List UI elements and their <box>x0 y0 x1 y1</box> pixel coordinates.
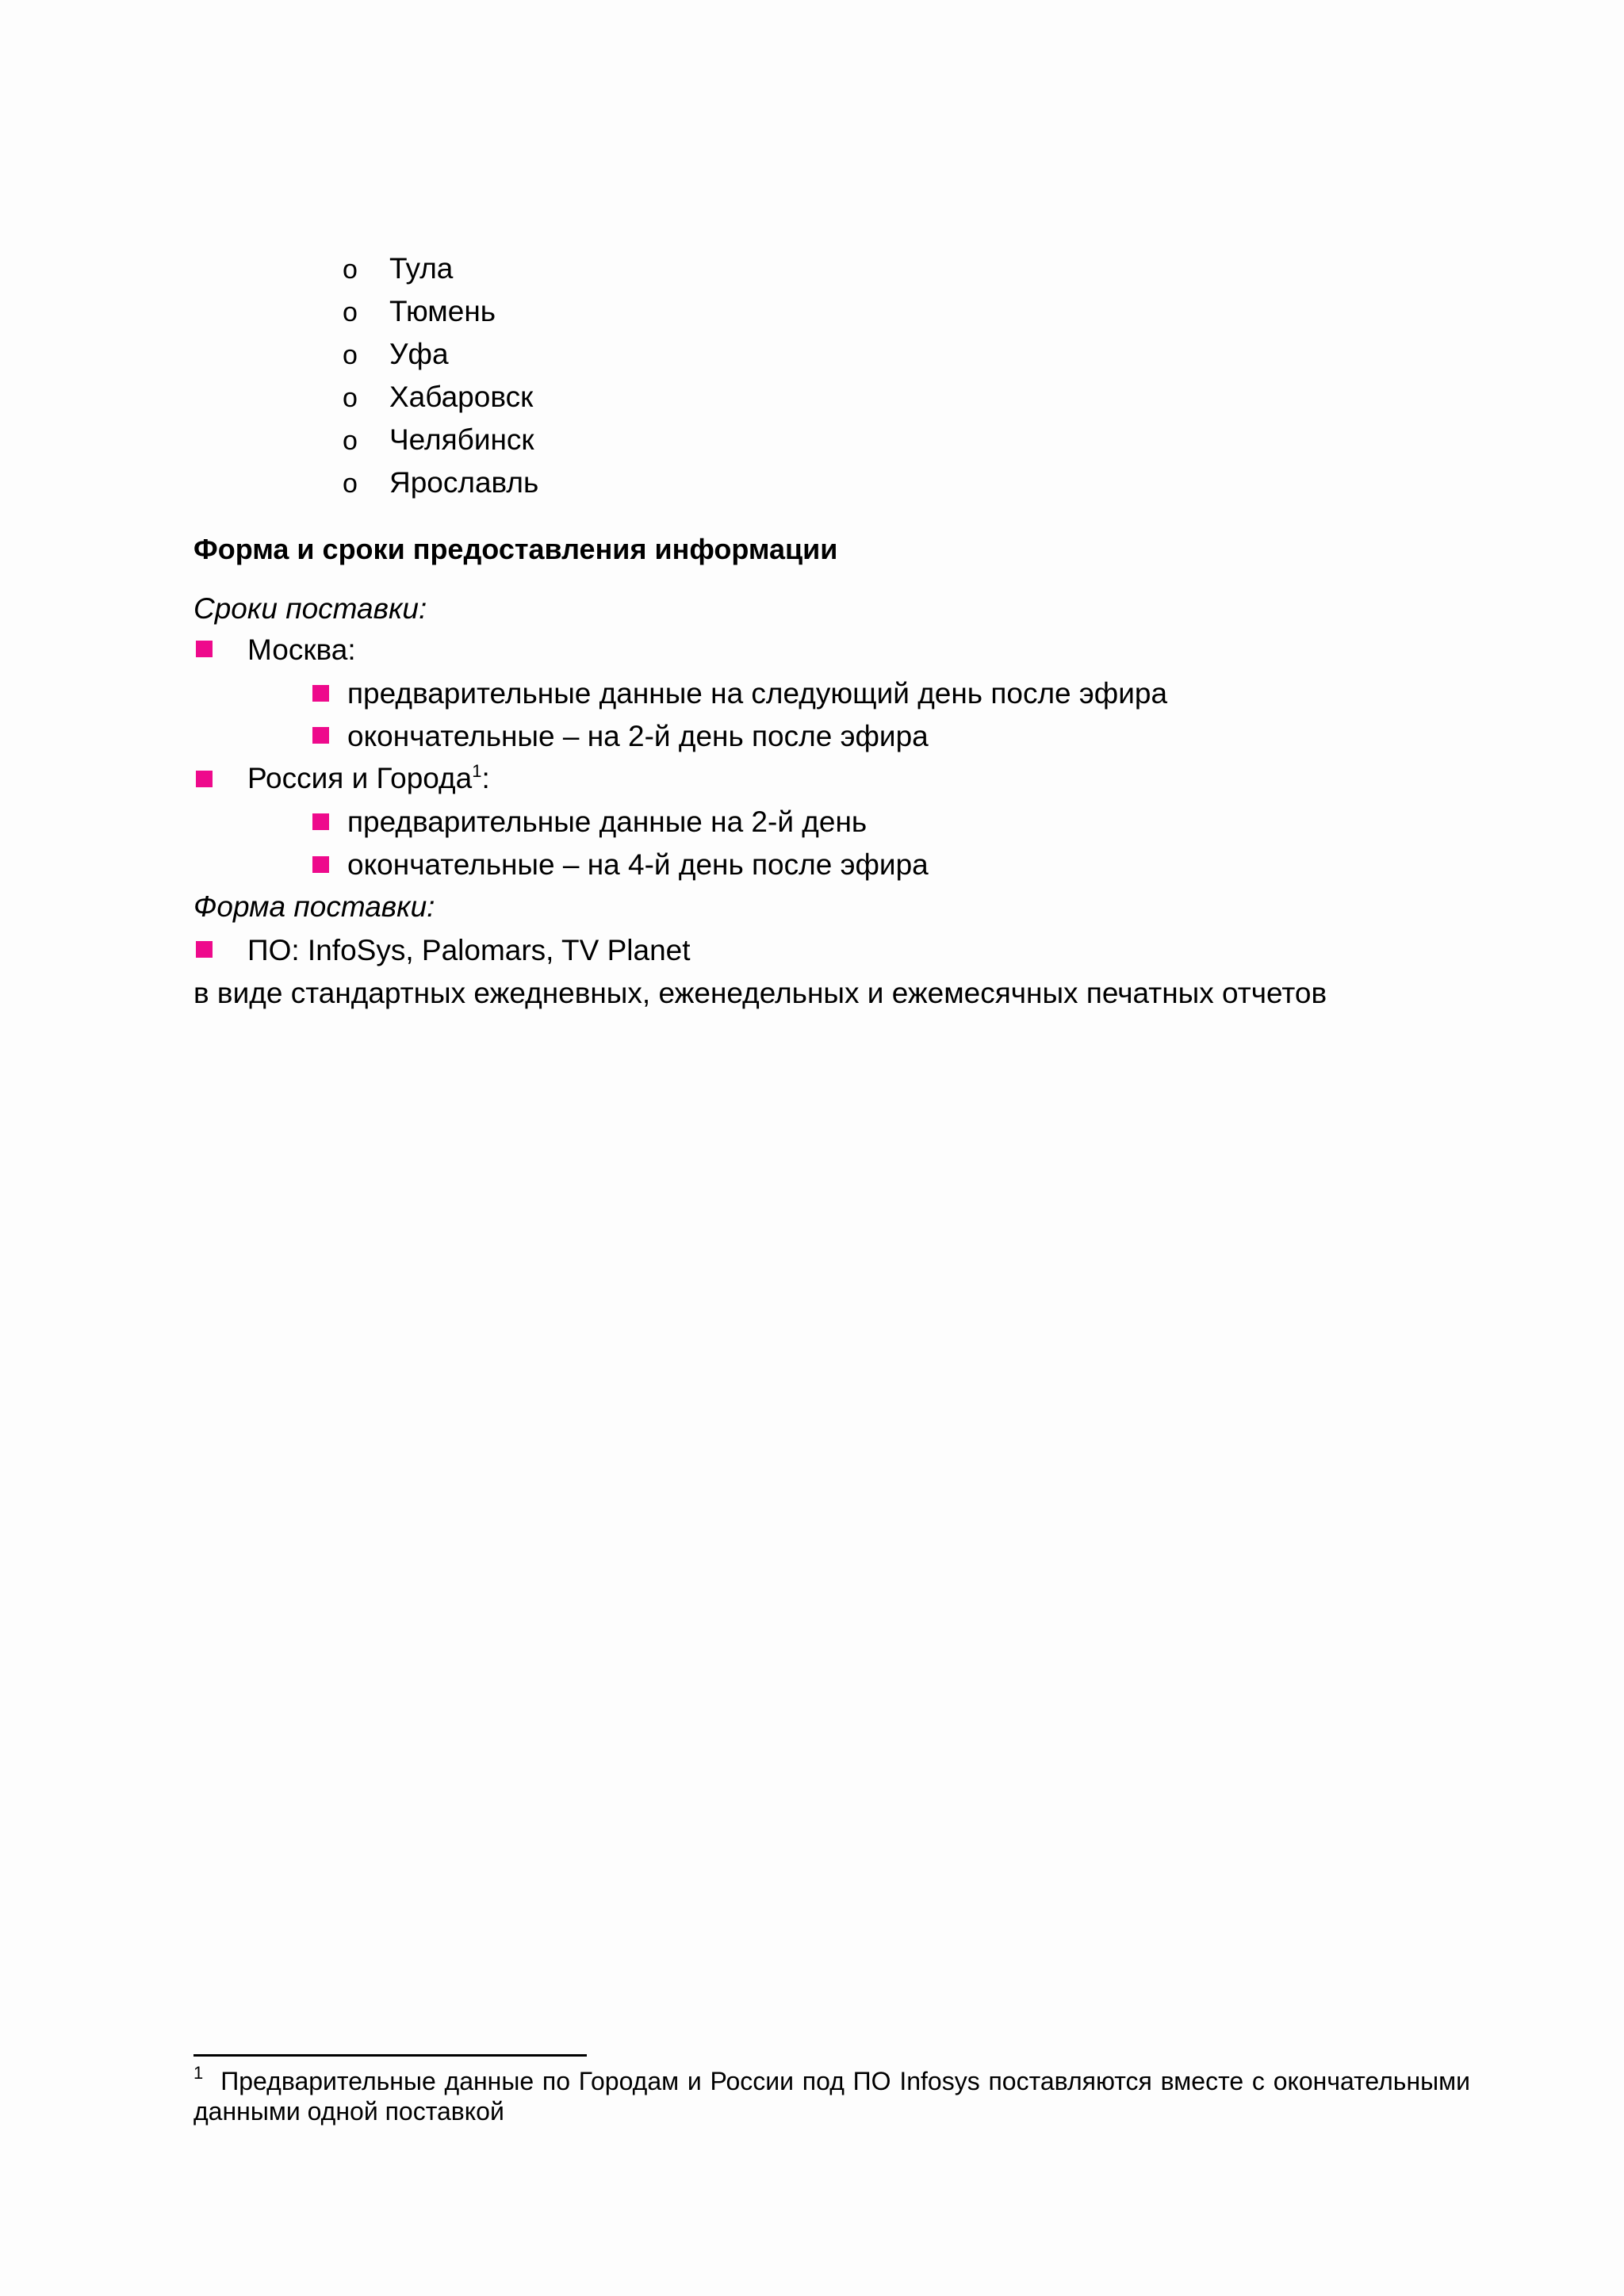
square-bullet-icon <box>312 727 329 744</box>
russia-label-text: Россия и Города <box>247 762 473 794</box>
city-name: Челябинск <box>389 423 534 456</box>
square-bullet-icon <box>312 685 329 702</box>
russia-item: окончательные – на 4-й день после эфира <box>347 848 929 881</box>
square-bullet-icon <box>196 771 213 787</box>
moscow-item: предварительные данные на следующий день после эфира <box>347 677 1168 710</box>
footnote-separator <box>193 2054 587 2057</box>
moscow-label: Москва: <box>247 633 356 666</box>
city-name: Ярославль <box>389 466 539 499</box>
city-name: Уфа <box>389 338 449 370</box>
circle-bullet-icon: o <box>343 340 358 370</box>
moscow-item: окончательные – на 2-й день после эфира <box>347 720 929 752</box>
reports-line: в виде стандартных ежедневных, еженедельных и ежемесячных печатных отчетов <box>193 977 1327 1009</box>
software-line: ПО: InfoSys, Palomars, TV Planet <box>247 934 691 966</box>
square-bullet-icon <box>196 641 213 657</box>
circle-bullet-icon: o <box>343 469 358 499</box>
city-name: Хабаровск <box>389 381 534 413</box>
footnote <box>193 2063 1470 2126</box>
russia-label-suffix: : <box>481 762 490 794</box>
city-name: Тула <box>389 252 454 285</box>
section-heading: Форма и сроки предоставления информации <box>193 533 838 565</box>
russia-label <box>247 761 490 796</box>
footnote-reference: 1 <box>472 761 482 781</box>
square-bullet-icon <box>312 856 329 873</box>
circle-bullet-icon: o <box>343 254 358 285</box>
delivery-terms-label: Сроки поставки: <box>193 592 427 625</box>
footnote-text: Предварительные данные по Городам и России под ПО Infosys поставляются вместе с окончательными данными одной поставкой <box>193 2067 1470 2126</box>
square-bullet-icon <box>196 941 213 958</box>
russia-item: предварительные данные на 2-й день <box>347 806 868 838</box>
circle-bullet-icon: o <box>343 426 358 456</box>
circle-bullet-icon: o <box>343 297 358 327</box>
footnote-number: 1 <box>193 2063 204 2083</box>
city-name: Тюмень <box>389 295 496 327</box>
delivery-form-label: Форма поставки: <box>193 890 435 923</box>
square-bullet-icon <box>312 813 329 830</box>
circle-bullet-icon: o <box>343 383 358 413</box>
